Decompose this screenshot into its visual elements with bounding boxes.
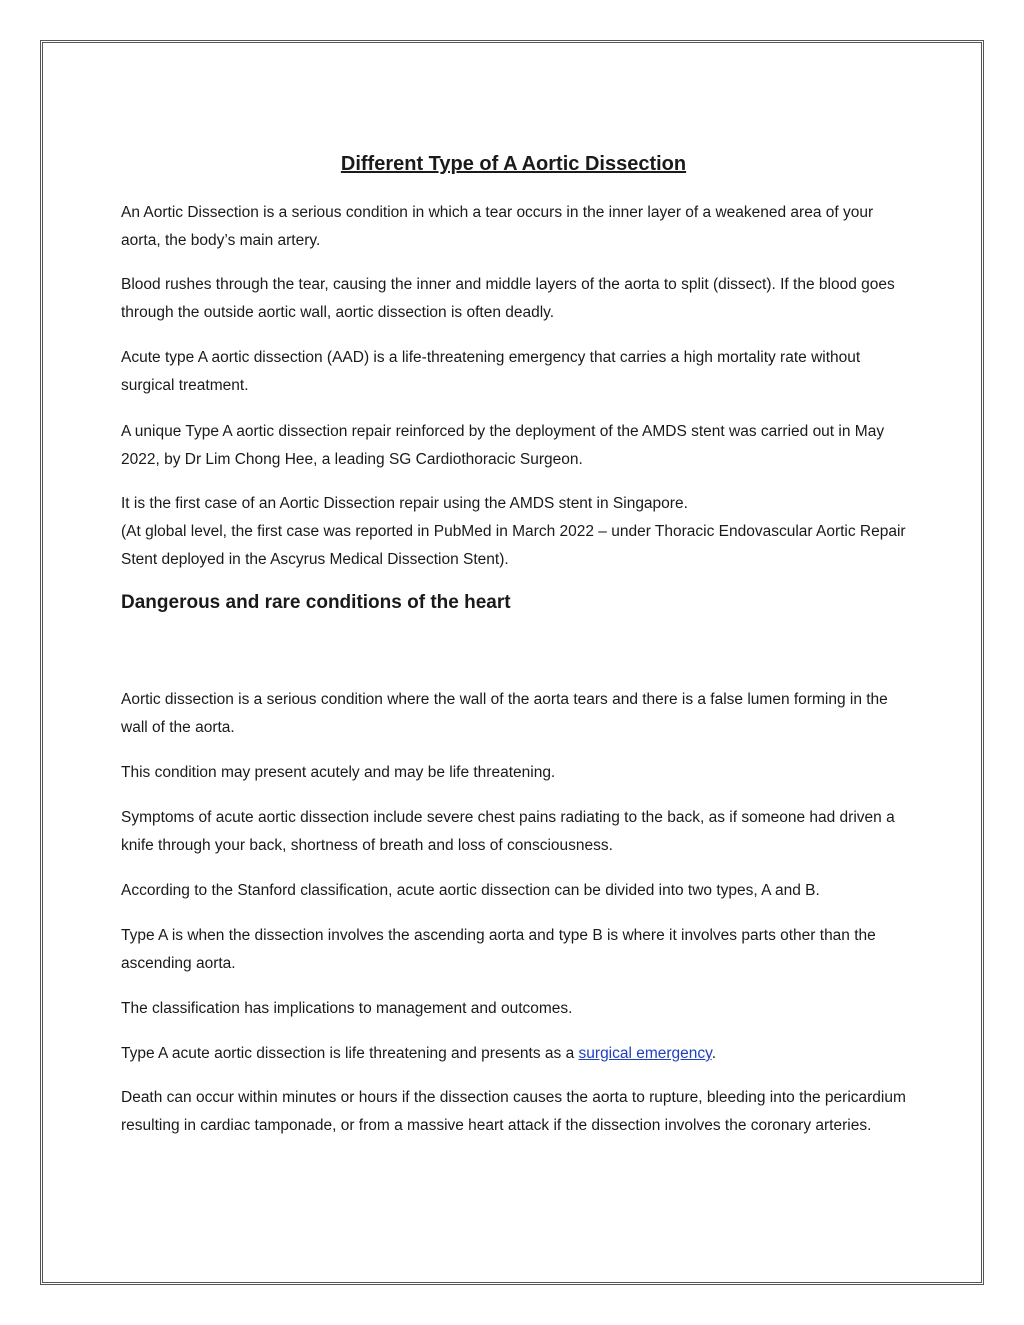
emergency-prefix: Type A acute aortic dissection is life threatening and presents as a — [121, 1045, 579, 1062]
section-paragraph-5: Type A is when the dissection involves the ascending aorta and type B is where it involves parts other than the ascending aorta. — [121, 927, 876, 972]
intro-paragraph-1: An Aortic Dissection is a serious condition in which a tear occurs in the inner layer of a weakened area of your aorta, the body’s main artery. — [121, 204, 874, 249]
section-heading: Dangerous and rare conditions of the heart — [121, 592, 511, 613]
intro-paragraph-4: A unique Type A aortic dissection repair reinforced by the deployment of the AMDS stent was carried out in May 2022, by Dr Lim Chong Hee, a leading SG Cardiothoracic Surgeon. — [121, 423, 885, 468]
section-paragraph-3: Symptoms of acute aortic dissection include severe chest pains radiating to the back, as if someone had driven a knife through your back, shortness of breath and loss of consciousness. — [121, 809, 895, 854]
surgical-emergency-link[interactable]: surgical emergency — [578, 1045, 712, 1062]
section-paragraph-1: Aortic dissection is a serious condition where the wall of the aorta tears and there is a false lumen forming in the wall of the aorta. — [121, 691, 888, 736]
emergency-suffix: . — [711, 1045, 717, 1062]
global-level-note: (At global level, the first case was reported in PubMed in March 2022 – under Thoracic Endovascular Aortic Repair Stent deployed in the Ascyrus Medical Dissection Stent). — [121, 523, 906, 568]
section-paragraph-4: According to the Stanford classification, acute aortic dissection can be divided into two types, A and B. — [121, 882, 820, 899]
section-paragraph-6: The classification has implications to management and outcomes. — [121, 1000, 573, 1017]
section-paragraph-2: This condition may present acutely and may be life threatening. — [121, 764, 556, 781]
final-paragraph: Death can occur within minutes or hours if the dissection causes the aorta to rupture, bleeding into the pericardium resulting in cardiac tamponade, or from a massive heart attack if the dissection involves the coronary arteries. — [121, 1089, 906, 1134]
intro-paragraph-2: Blood rushes through the tear, causing the inner and middle layers of the aorta to split (dissect). If the blood goes through the outside aortic wall, aortic dissection is often deadly. — [121, 276, 895, 321]
first-case-line: It is the first case of an Aortic Dissection repair using the AMDS stent in Singapore. — [121, 495, 688, 512]
document-title: Different Type of A Aortic Dissection — [340, 153, 687, 175]
intro-paragraph-3: Acute type A aortic dissection (AAD) is a life-threatening emergency that carries a high mortality rate without surgical treatment. — [121, 349, 861, 394]
emergency-paragraph — [121, 1040, 906, 1068]
